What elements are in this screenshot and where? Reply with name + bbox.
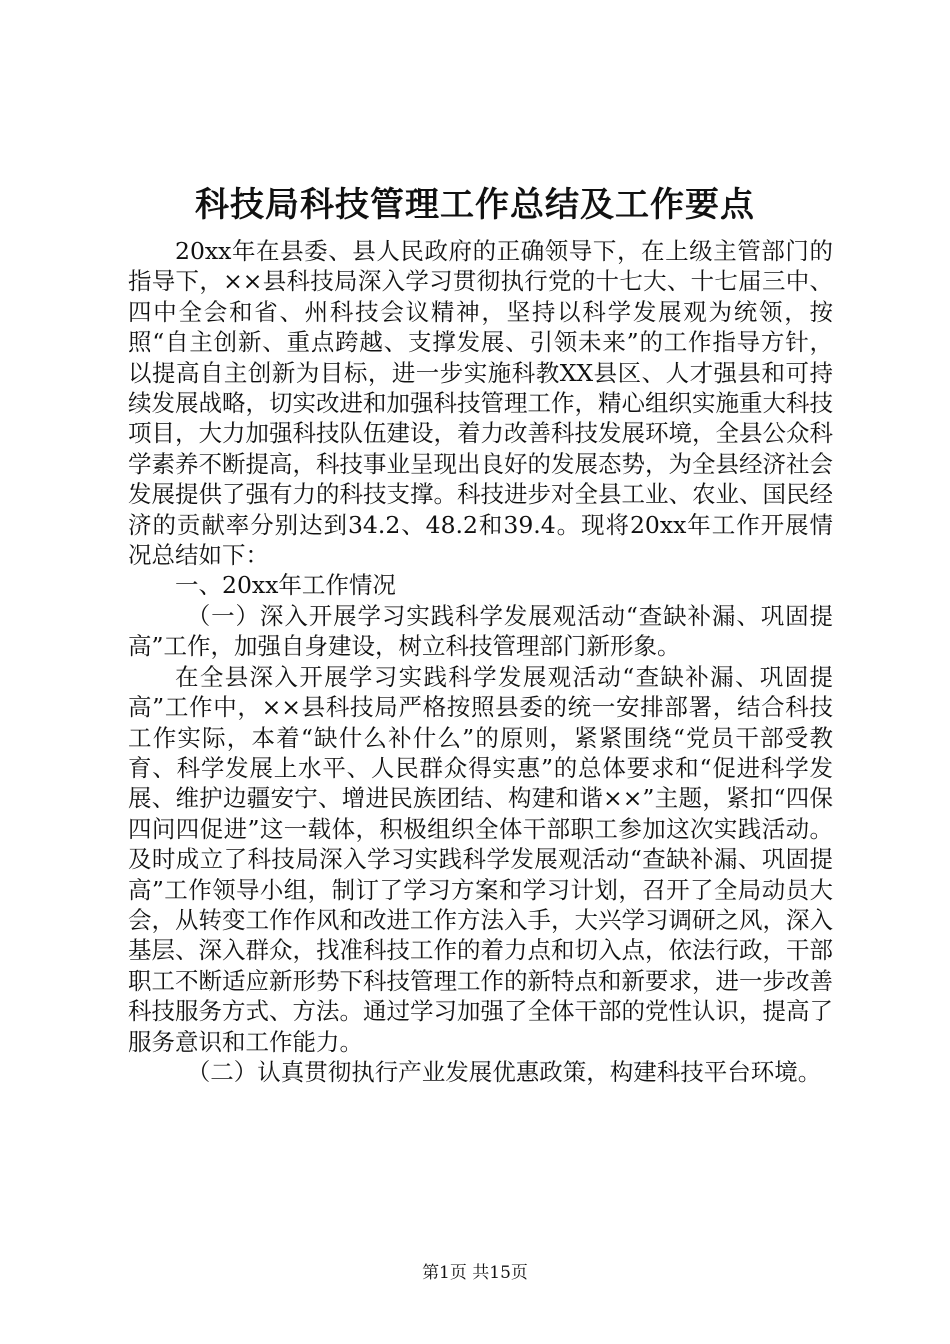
page-footer: 第1页 共15页	[422, 1263, 528, 1283]
body-paragraph-intro: 20xx年在县委、县人民政府的正确领导下，在上级主管部门的指导下，××县科技局深入学习贯彻执行党的十七大、十七届三中、四中全会和省、州科技会议精神，坚持以科学发展观为统领，按照“自主创新、重点跨越、支撑发展、引领未来”的工作指导方针，以提高自主创新为目标，进一步实施科教XX县区、人才强县和可持续发展战略，切实改进和加强科技管理工作，精心组织实施重大科技项目，大力加强科技队伍建设，着力改善科技发展环境，全县公众科学素养不断提高，科技事业呈现出良好的发展态势，为全县经济社会发展提供了强有力的科技支撑。科技进步对全县工业、农业、国民经济的贡献率分别达到34.2、48.2和39.4。现将20xx年工作开展情况总结如下：	[128, 237, 833, 570]
subsection-heading-1: （一）深入开展学习实践科学发展观活动“查缺补漏、巩固提高”工作，加强自身建设，树立科技管理部门新形象。	[128, 601, 833, 661]
body-paragraph-1: 在全县深入开展学习实践科学发展观活动“查缺补漏、巩固提高”工作中，××县科技局严格按照县委的统一安排部署，结合科技工作实际，本着“缺什么补什么”的原则，紧紧围绕“党员干部受教育、科学发展上水平、人民群众得实惠”的总体要求和“促进科学发展、维护边疆安宁、增进民族团结、构建和谐××”主题，紧扣“四保四问四促进”这一载体，积极组织全体干部职工参加这次实践活动。及时成立了科技局深入学习实践科学发展观活动“查缺补漏、巩固提高”工作领导小组，制订了学习方案和学习计划，召开了全局动员大会，从转变工作作风和改进工作方法入手，大兴学习调研之风，深入基层、深入群众，找准科技工作的着力点和切入点，依法行政，干部职工不断适应新形势下科技管理工作的新特点和新要求，进一步改善科技服务方式、方法。通过学习加强了全体干部的党性认识，提高了服务意识和工作能力。	[128, 662, 833, 1056]
document-title: 科技局科技管理工作总结及工作要点	[195, 185, 755, 225]
subsection-heading-2: （二）认真贯彻执行产业发展优惠政策，构建科技平台环境。	[186, 1057, 822, 1086]
section-heading-1: 一、20xx年工作情况	[175, 571, 396, 600]
document-body	[128, 236, 833, 1087]
